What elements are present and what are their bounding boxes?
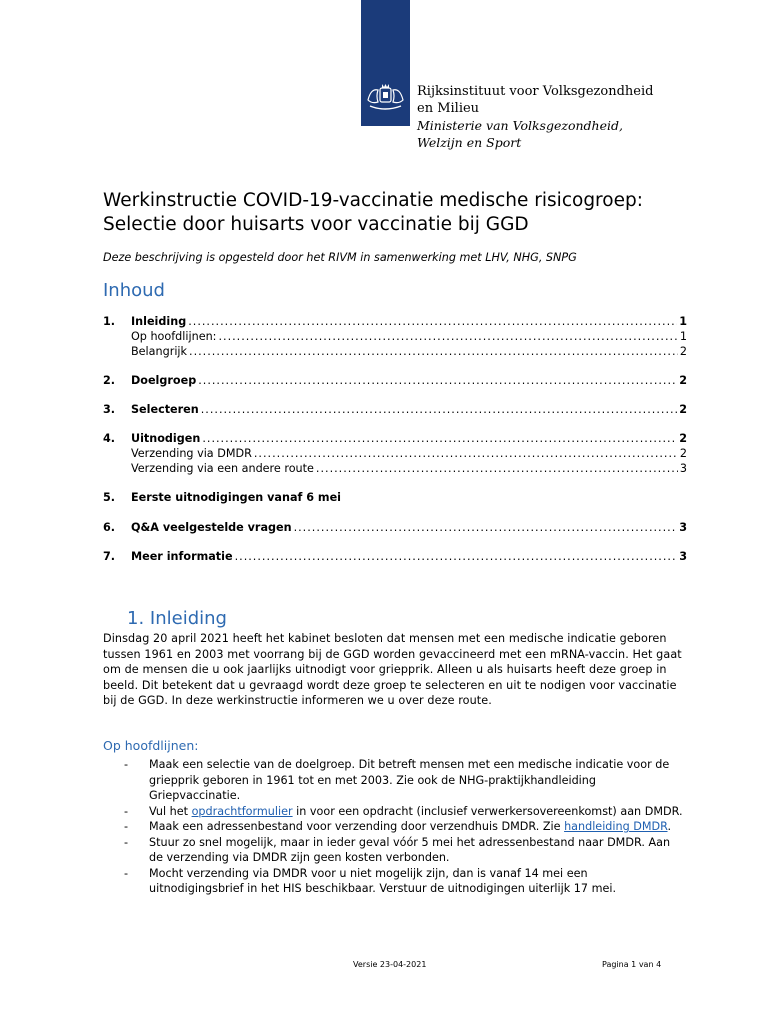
logo-line2: en Milieu	[417, 101, 480, 116]
handleiding-dmdr-link[interactable]: handleiding DMDR	[564, 820, 668, 833]
toc-entry-eerste-uitnodigingen[interactable]	[103, 491, 687, 506]
toc-text: Belangrijk	[131, 345, 188, 358]
toc-entry-op-hoofdlijnen[interactable]	[103, 330, 687, 345]
toc-num: 1.	[103, 315, 116, 328]
toc-num: 7.	[103, 550, 116, 563]
toc-text: Q&A veelgestelde vragen	[131, 521, 292, 534]
toc-entry-selecteren[interactable]	[103, 403, 687, 418]
bullet-text: Stuur zo snel mogelijk, maar in ieder geval vóór 5 mei het adressenbestand naar DMDR. Aan de verzending via DMDR zijn geen kosten verbonden.	[149, 835, 671, 864]
toc-num: 6.	[103, 521, 116, 534]
logo-line3: Ministerie van Volksgezondheid,	[417, 118, 623, 133]
toc-num: 4.	[103, 432, 116, 445]
logo-text	[417, 83, 653, 151]
toc-page: 2	[679, 345, 687, 358]
toc-page: 3	[679, 462, 687, 475]
toc-leader	[316, 462, 678, 475]
toc-entry-qa[interactable]	[103, 521, 687, 536]
toc-text: Meer informatie	[131, 550, 233, 563]
coat-of-arms-icon	[364, 80, 407, 114]
toc-text: Inleiding	[131, 315, 187, 328]
toc-leader	[198, 374, 677, 387]
footer-version: Versie 23-04-2021	[353, 960, 427, 969]
intro-paragraph: Dinsdag 20 april 2021 heeft het kabinet besloten dat mensen met een medische indicatie geboren tussen 1961 en 2003 met voorrang bij de GGD worden gevaccineerd met een mRNA-vaccin. Het gaat om de mensen die u ook jaarlijks uitnodigt voor griepprik. Alleen u als huisarts heeft deze groep in beeld. Dit betekent dat u gevraagd wordt deze groep te selecteren en uit te nodigen voor vaccinatie bij de GGD. In deze werkinstructie informeren we u over deze route.	[103, 632, 682, 707]
toc-page: 3	[679, 521, 687, 534]
list-item	[124, 804, 684, 820]
bullet-dash: -	[124, 820, 129, 833]
toc-num: 2.	[103, 374, 116, 387]
list-item	[124, 866, 684, 897]
bullet-dash: -	[124, 866, 129, 880]
toc-page: 2	[679, 447, 687, 460]
bullet-text: Vul het	[149, 804, 192, 818]
toc-entry-belangrijk[interactable]	[103, 345, 687, 360]
toc-entry-verzending-andere-route[interactable]	[103, 462, 687, 477]
toc-num: 5.	[103, 491, 116, 504]
toc-entry-verzending-dmdr[interactable]	[103, 447, 687, 462]
toc-page: 2	[679, 374, 687, 387]
title-line-2: Selectie door huisarts voor vaccinatie bij GGD	[103, 214, 529, 235]
toc-text: Selecteren	[131, 403, 199, 416]
toc-num: 3.	[103, 403, 116, 416]
bullet-dash: -	[124, 758, 129, 771]
toc-text: Verzending via DMDR	[131, 447, 252, 460]
toc-entry-inleiding[interactable]	[103, 315, 687, 330]
bullet-dash: -	[124, 835, 129, 849]
logo-line1: Rijksinstituut voor Volksgezondheid	[417, 84, 654, 99]
bullet-dash: -	[124, 804, 129, 818]
toc-leader	[188, 315, 677, 328]
toc-entry-doelgroep[interactable]	[103, 374, 687, 389]
document-subtitle: Deze beschrijving is opgesteld door het RIVM in samenwerking met LHV, NHG, SNPG	[103, 251, 577, 264]
toc-page: 2	[679, 432, 687, 445]
document-title	[103, 189, 703, 237]
list-item	[124, 757, 684, 804]
footer-page-number: Pagina 1 van 4	[602, 960, 662, 969]
toc-page: 1	[679, 315, 687, 328]
logo-line4: Welzijn en Sport	[417, 135, 522, 150]
toc-leader	[201, 403, 677, 416]
toc-page: 2	[679, 403, 687, 416]
toc-text: Op hoofdlijnen:	[131, 330, 217, 343]
toc-leader	[254, 447, 678, 460]
toc-text: Uitnodigen	[131, 432, 201, 445]
bullet-text: Maak een adressenbestand voor verzending door verzendhuis DMDR. Zie	[149, 820, 565, 833]
bullet-text: in voor een opdracht (inclusief verwerkersovereenkomst) aan DMDR.	[292, 804, 683, 818]
toc-leader	[218, 330, 677, 343]
toc-leader	[235, 550, 678, 563]
toc-text: Eerste uitnodigingen vanaf 6 mei	[131, 491, 342, 504]
toc-leader	[202, 432, 677, 445]
toc-entry-meer-informatie[interactable]	[103, 550, 687, 565]
bullet-text: Mocht verzending via DMDR voor u niet mogelijk zijn, dan is vanaf 14 mei een uitnodigingsbrief in het HIS beschikbaar. Verstuur de uitnodigingen uiterlijk 17 mei.	[149, 866, 617, 895]
bullet-list	[124, 757, 684, 897]
toc-text: Doelgroep	[131, 374, 197, 387]
opdrachtformulier-link[interactable]: opdrachtformulier	[191, 804, 293, 818]
list-item	[124, 835, 684, 866]
section-heading-inleiding: 1. Inleiding	[127, 608, 227, 629]
list-item	[124, 819, 684, 835]
bullet-text: .	[667, 820, 672, 833]
toc-heading: Inhoud	[103, 280, 165, 301]
toc-text: Verzending via een andere route	[131, 462, 314, 475]
bullet-text: Maak een selectie van de doelgroep. Dit betreft mensen met een medische indicatie voor de griepprik geboren in 1961 tot en met 2003. Zie ook de NHG-praktijkhandleiding Griepvaccinatie.	[149, 758, 670, 802]
toc-leader	[294, 521, 678, 534]
toc-entry-uitnodigen[interactable]	[103, 432, 687, 447]
title-line-1: Werkinstructie COVID-19-vaccinatie medische risicogroep:	[103, 190, 643, 211]
toc-page: 1	[679, 330, 687, 343]
subheading-op-hoofdlijnen: Op hoofdlijnen:	[103, 738, 199, 753]
toc-page: 3	[679, 550, 687, 563]
toc-leader	[189, 345, 678, 358]
